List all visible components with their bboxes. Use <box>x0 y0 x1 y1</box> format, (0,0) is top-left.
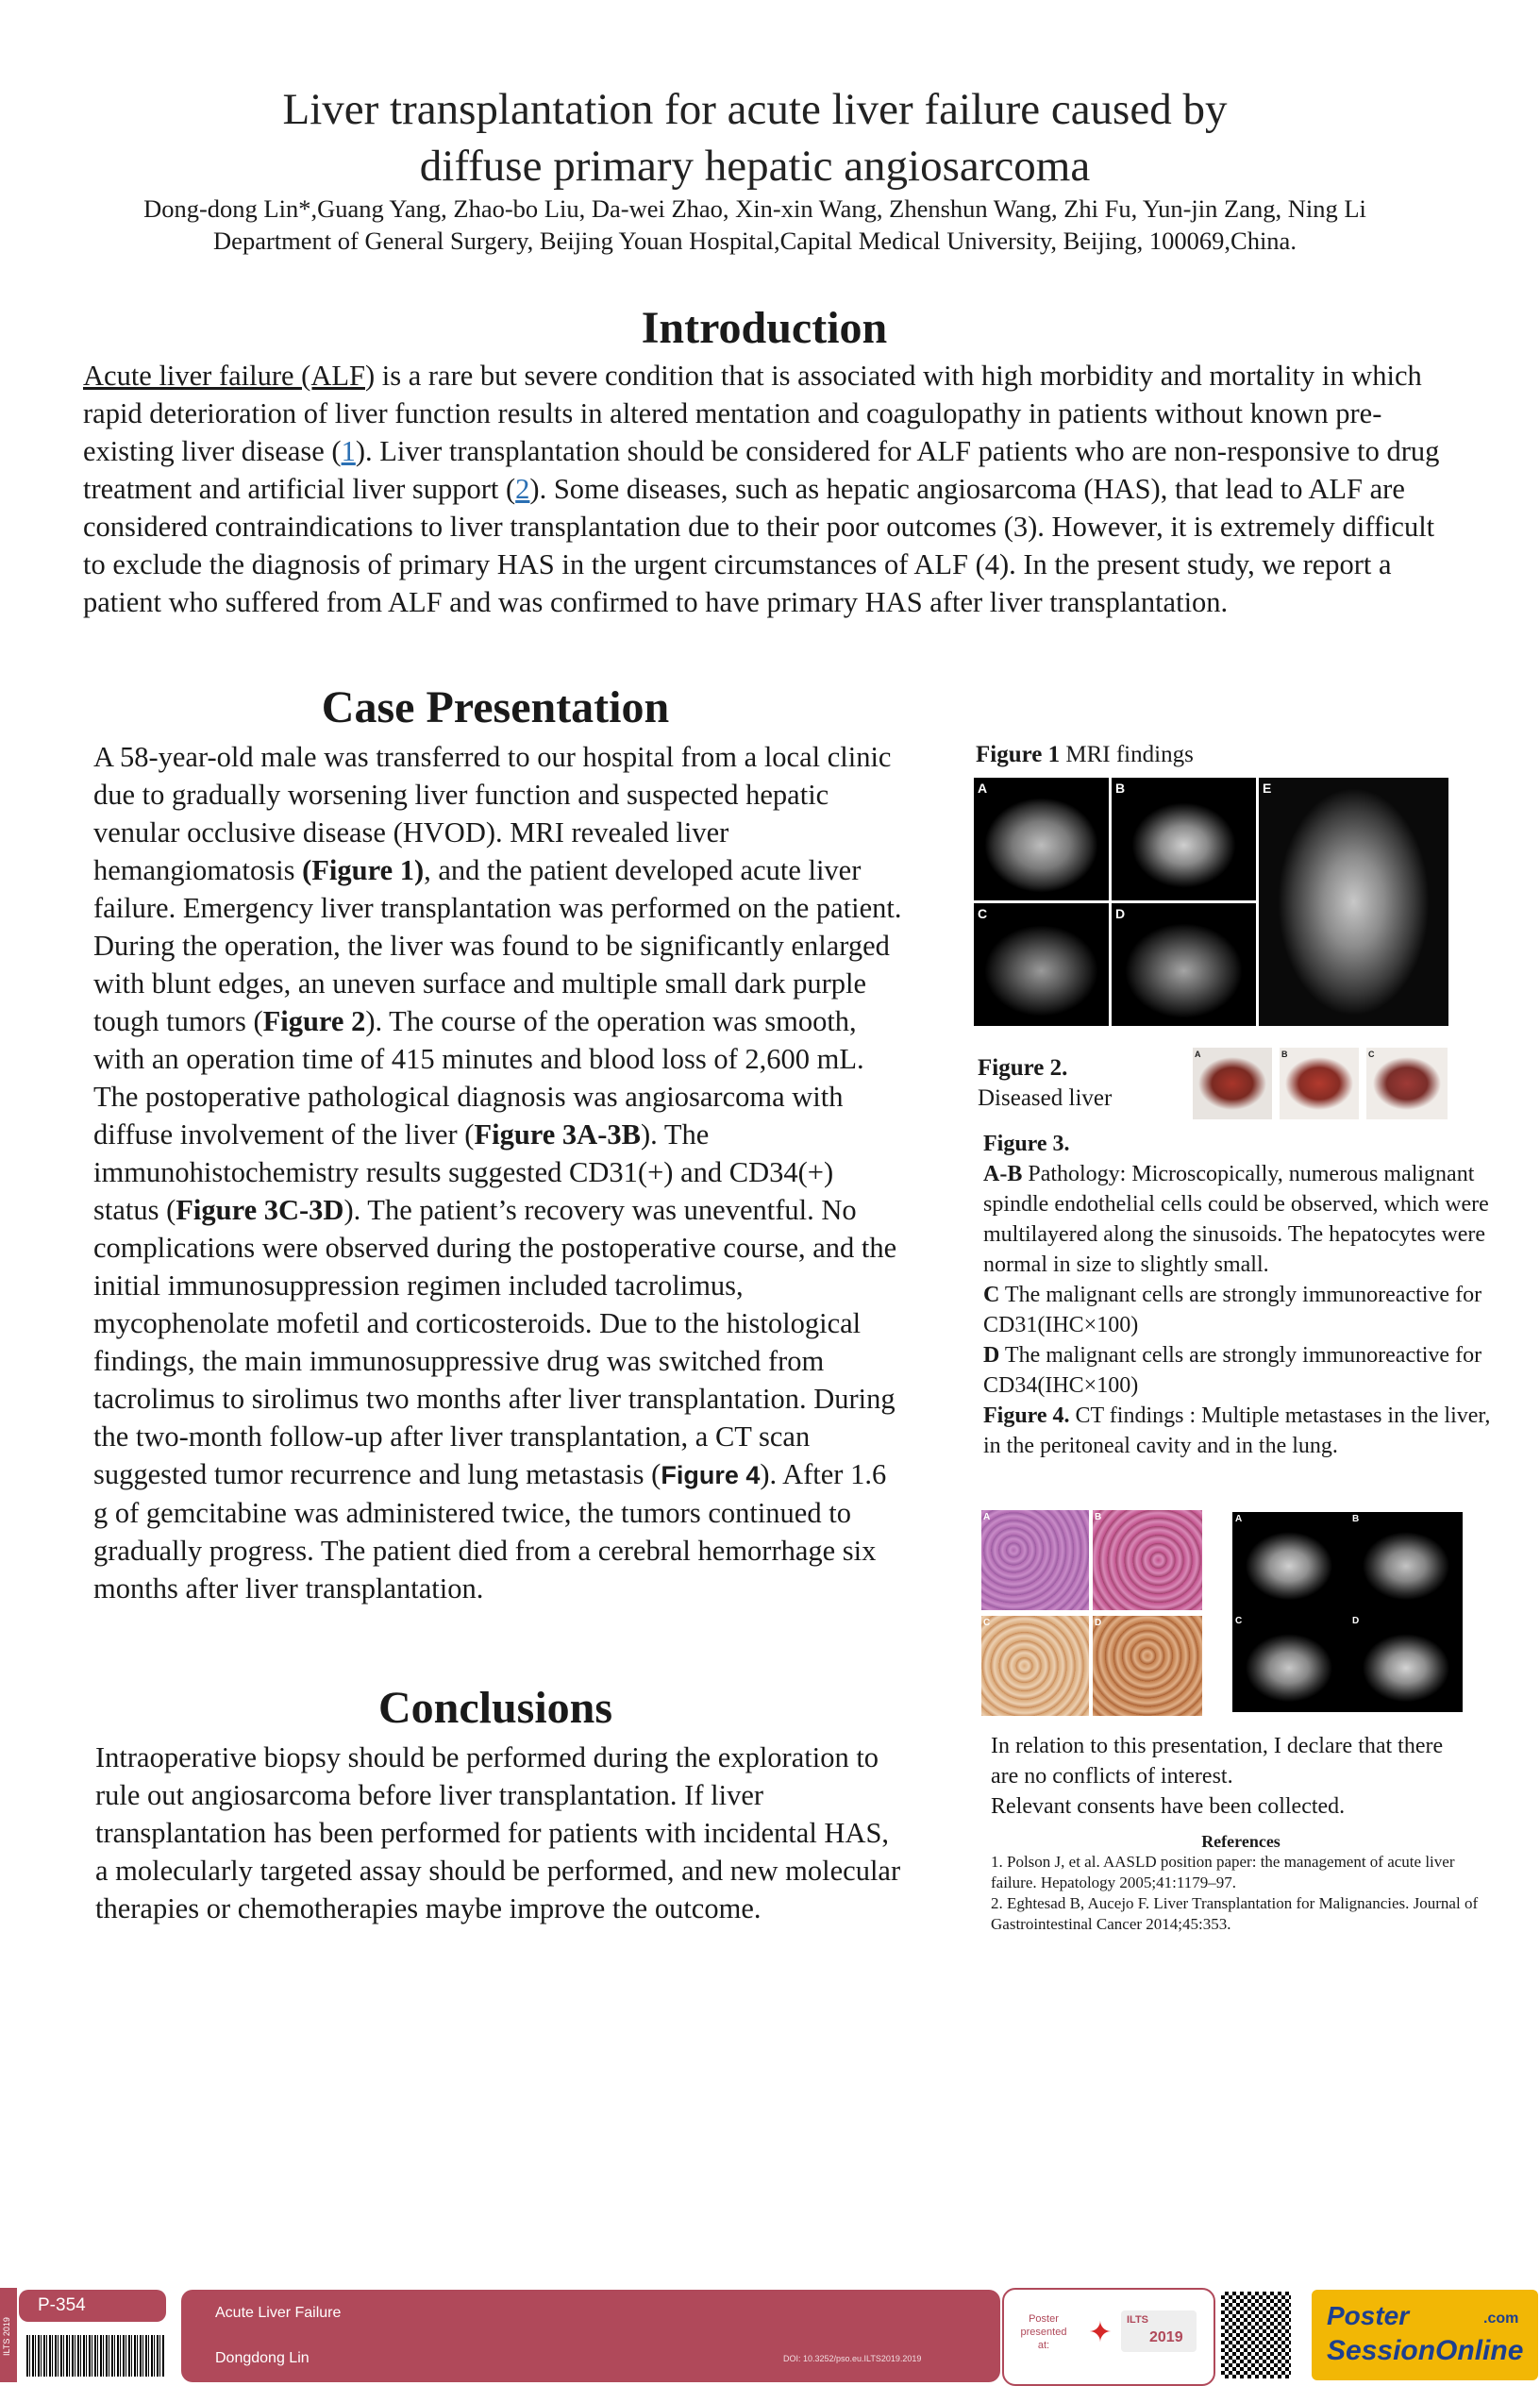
figure3-ab-label: A-B <box>983 1162 1023 1186</box>
conclusions-text: Intraoperative biopsy should be performed during the exploration to rule out angiosarcoma before liver transplantation. If liver transplantation has been performed for patients with incidental HAS, a molecularly targeted assay should be performed, and new molecular therapies or chemotherapies maybe improve the outcome. <box>95 1741 901 1924</box>
ct-label-b: B <box>1352 1514 1360 1524</box>
liver-photo-a <box>1193 1048 1272 1119</box>
ct-label-c: C <box>1235 1616 1243 1626</box>
event-tag: ILTS <box>1127 2314 1149 2326</box>
mri-image-d <box>1112 903 1256 1026</box>
footer-topic: Acute Liver Failure <box>215 2305 342 2321</box>
brand-line-1: Poster <box>1327 2301 1410 2330</box>
pathology-image-b <box>1093 1510 1202 1610</box>
event-logo <box>1121 2310 1197 2352</box>
brand-line-2: SessionOnline <box>1327 2335 1524 2366</box>
figure3-label: Figure 3. <box>983 1132 1070 1156</box>
author-list: Dong-dong Lin*,Guang Yang, Zhao-bo Liu, Da-wei Zhao, Xin-xin Wang, Zhenshun Wang, Zhi Fu, Yun-jin Zang, Ning Li <box>143 194 1366 223</box>
case-t4: ). The immunohistochemistry results suggested CD31(+) and CD34(+) status ( <box>93 1118 834 1226</box>
figure4-ct-grid <box>1232 1512 1463 1712</box>
ct-image-a <box>1232 1512 1346 1610</box>
figure3-d-label: D <box>983 1343 1000 1368</box>
presented-at-label: Poster presented at: <box>1020 2313 1067 2351</box>
ihc-label-d: D <box>1095 1618 1102 1628</box>
figure4-label: Figure 4. <box>983 1403 1070 1428</box>
mri-label-b: B <box>1115 781 1126 796</box>
disclosure <box>991 1731 1463 1822</box>
disclosure-coi: In relation to this presentation, I declare that there are no conflicts of interest. <box>991 1734 1444 1789</box>
introduction-heading: Introduction <box>641 303 888 353</box>
mri-image-c <box>974 903 1109 1026</box>
mri-label-d: D <box>1115 906 1126 921</box>
reference-item-1: 1. Polson J, et al. AASLD position paper: the management of acute liver failure. Hepatology 2005;41:1179–97. <box>991 1853 1455 1891</box>
figure3-ab-text: Pathology: Microscopically, numerous malignant spindle endothelial cells could be observed, which were multilayered along the sinusoids. The hepatocytes were normal in size to slightly small. <box>983 1162 1489 1277</box>
poster-id-box <box>19 2290 166 2322</box>
presented-at-box <box>1002 2288 1215 2386</box>
mri-image-e <box>1259 778 1448 1026</box>
footer-presenter: Dongdong Lin <box>215 2350 310 2366</box>
mri-label-e: E <box>1263 781 1272 796</box>
liver-label-b: B <box>1281 1050 1288 1059</box>
footer-main-bar <box>181 2290 1000 2382</box>
figure2-caption <box>978 1053 1112 1114</box>
intro-p1: ) is a rare but severe condition that is associated with high morbidity and mortality in which rapid deterioration of liver function results in altered mentation and coagulopathy in patients without known pre-existing liver disease ( <box>83 360 1422 467</box>
figure3-c-text: The malignant cells are strongly immunoreactive for CD31(IHC×100) <box>983 1283 1482 1337</box>
fig2-ref: Figure 2 <box>262 1005 366 1037</box>
figure3-4-captions <box>983 1129 1493 1461</box>
case-t2: , and the patient developed acute liver failure. Emergency liver transplantation was performed on the patient. During the operation, the liver was found to be significantly enlarged with blunt edges, an uneven surface and multiple small dark purple tough tumors ( <box>93 854 902 1037</box>
poster-title <box>0 81 1510 194</box>
case-text <box>93 738 905 1607</box>
references <box>991 1831 1491 1935</box>
figure2-label: Figure 2. <box>978 1055 1068 1081</box>
footer-side-tag: ILTS 2019 <box>2 2317 11 2357</box>
ct-image-c <box>1232 1614 1346 1712</box>
postersessiononline-logo <box>1312 2290 1538 2380</box>
ihc-label-c: C <box>983 1618 991 1628</box>
qr-code-icon <box>1221 2292 1291 2378</box>
maple-leaf-icon: ✦ <box>1088 2317 1113 2348</box>
liver-label-a: A <box>1195 1050 1201 1059</box>
ct-image-b <box>1349 1512 1463 1610</box>
disclosure-consent: Relevant consents have been collected. <box>991 1794 1346 1819</box>
ct-label-d: D <box>1352 1616 1360 1626</box>
references-heading: References <box>1201 1832 1281 1851</box>
fig4-ref: Figure 4 <box>661 1461 761 1489</box>
case-heading: Case Presentation <box>321 682 670 732</box>
event-year: 2019 <box>1149 2329 1183 2345</box>
pathology-label-b: B <box>1095 1512 1102 1522</box>
mri-label-a: A <box>978 781 988 796</box>
figure1-caption <box>976 740 1194 770</box>
title-line-1: Liver transplantation for acute liver failure caused by <box>282 85 1228 134</box>
ref-link-1[interactable]: 1 <box>341 435 356 467</box>
pathology-image-a <box>981 1510 1089 1610</box>
ihc-image-c <box>981 1616 1089 1716</box>
mri-label-c: C <box>978 906 988 921</box>
conclusions-heading: Conclusions <box>377 1683 613 1733</box>
brand-com: .com <box>1483 2310 1519 2327</box>
fig3ab-ref: Figure 3A-3B <box>474 1118 641 1151</box>
introduction-text <box>83 357 1442 621</box>
figure3-d-text: The malignant cells are strongly immunoreactive for CD34(IHC×100) <box>983 1343 1482 1398</box>
intro-p2: ). Liver transplantation should be considered for ALF patients who are non-responsive to drug treatment and artificial liver support ( <box>83 435 1440 505</box>
ct-label-a: A <box>1235 1514 1243 1524</box>
mri-image-a <box>974 778 1109 900</box>
barcode-icon <box>26 2335 164 2377</box>
affiliation: Department of General Surgery, Beijing Youan Hospital,Capital Medical University, Beijing, 100069,China. <box>213 227 1297 255</box>
figure2-caption-text: Diseased liver <box>978 1085 1113 1111</box>
liver-photo-b <box>1280 1048 1359 1119</box>
case-t1: A 58-year-old male was transferred to our hospital from a local clinic due to gradually worsening liver function and suspected hepatic venular occlusive disease (HVOD). MRI revealed liver hemangiomatosis <box>93 741 892 886</box>
pathology-label-a: A <box>983 1512 991 1522</box>
alf-term: Acute liver failure (ALF <box>83 360 365 392</box>
title-line-2: diffuse primary hepatic angiosarcoma <box>419 142 1091 191</box>
liver-label-c: C <box>1368 1050 1375 1059</box>
fig1-ref: (Figure 1) <box>302 854 425 886</box>
figure1-mri-panel <box>974 778 1448 1026</box>
figure3-c-label: C <box>983 1283 1000 1307</box>
figure1-label: Figure 1 <box>976 742 1061 767</box>
case-t6: ). After 1.6 g of gemcitabine was administered twice, the tumors continued to gradually progress. The patient died from a cerebral hemorrhage six months after liver transplantation. <box>93 1458 887 1605</box>
figure1-caption-text: MRI findings <box>1060 742 1194 767</box>
figure3-pathology-grid <box>981 1510 1202 1716</box>
figure2-liver-photos <box>1193 1048 1448 1119</box>
ref-link-2[interactable]: 2 <box>515 473 530 505</box>
liver-photo-c <box>1366 1048 1448 1119</box>
poster-footer <box>0 2282 1540 2386</box>
footer-doi: DOI: 10.3252/pso.eu.ILTS2019.2019 <box>783 2354 922 2363</box>
case-t3: ). The course of the operation was smooth, with an operation time of 415 minutes and blood loss of 2,600 mL. The postoperative pathological diagnosis was angiosarcoma with diffuse involvement of the liver ( <box>93 1005 864 1151</box>
author-block <box>0 193 1510 257</box>
ct-image-d <box>1349 1614 1463 1712</box>
intro-p3: ). Some diseases, such as hepatic angiosarcoma (HAS), that lead to ALF are considered contraindications to liver transplantation due to their poor outcomes (3). However, it is extremely difficult to exclude the diagnosis of primary HAS in the urgent circumstances of ALF (4). In the present study, we report a patient who suffered from ALF and was confirmed to have primary HAS after liver transplantation. <box>83 473 1435 618</box>
case-t5: ). The patient’s recovery was uneventful. No complications were observed during the postoperative course, and the initial immunosuppression regimen included tacrolimus, mycophenolate mofetil and corticosteroids. Due to the histological findings, the main immunosuppressive drug was switched from tacrolimus to sirolimus two months after liver transplantation. During the two-month follow-up after liver transplantation, a CT scan suggested tumor recurrence and lung metastasis ( <box>93 1194 897 1490</box>
ihc-image-d <box>1093 1616 1202 1716</box>
reference-item-2: 2. Eghtesad B, Aucejo F. Liver Transplantation for Malignancies. Journal of Gastrointestinal Cancer 2014;45:353. <box>991 1894 1479 1933</box>
mri-image-b <box>1112 778 1256 900</box>
poster-id: P-354 <box>38 2295 86 2315</box>
figure4-caption-text: CT findings : Multiple metastases in the liver, in the peritoneal cavity and in the lung. <box>983 1403 1491 1458</box>
fig3cd-ref: Figure 3C-3D <box>176 1194 344 1226</box>
